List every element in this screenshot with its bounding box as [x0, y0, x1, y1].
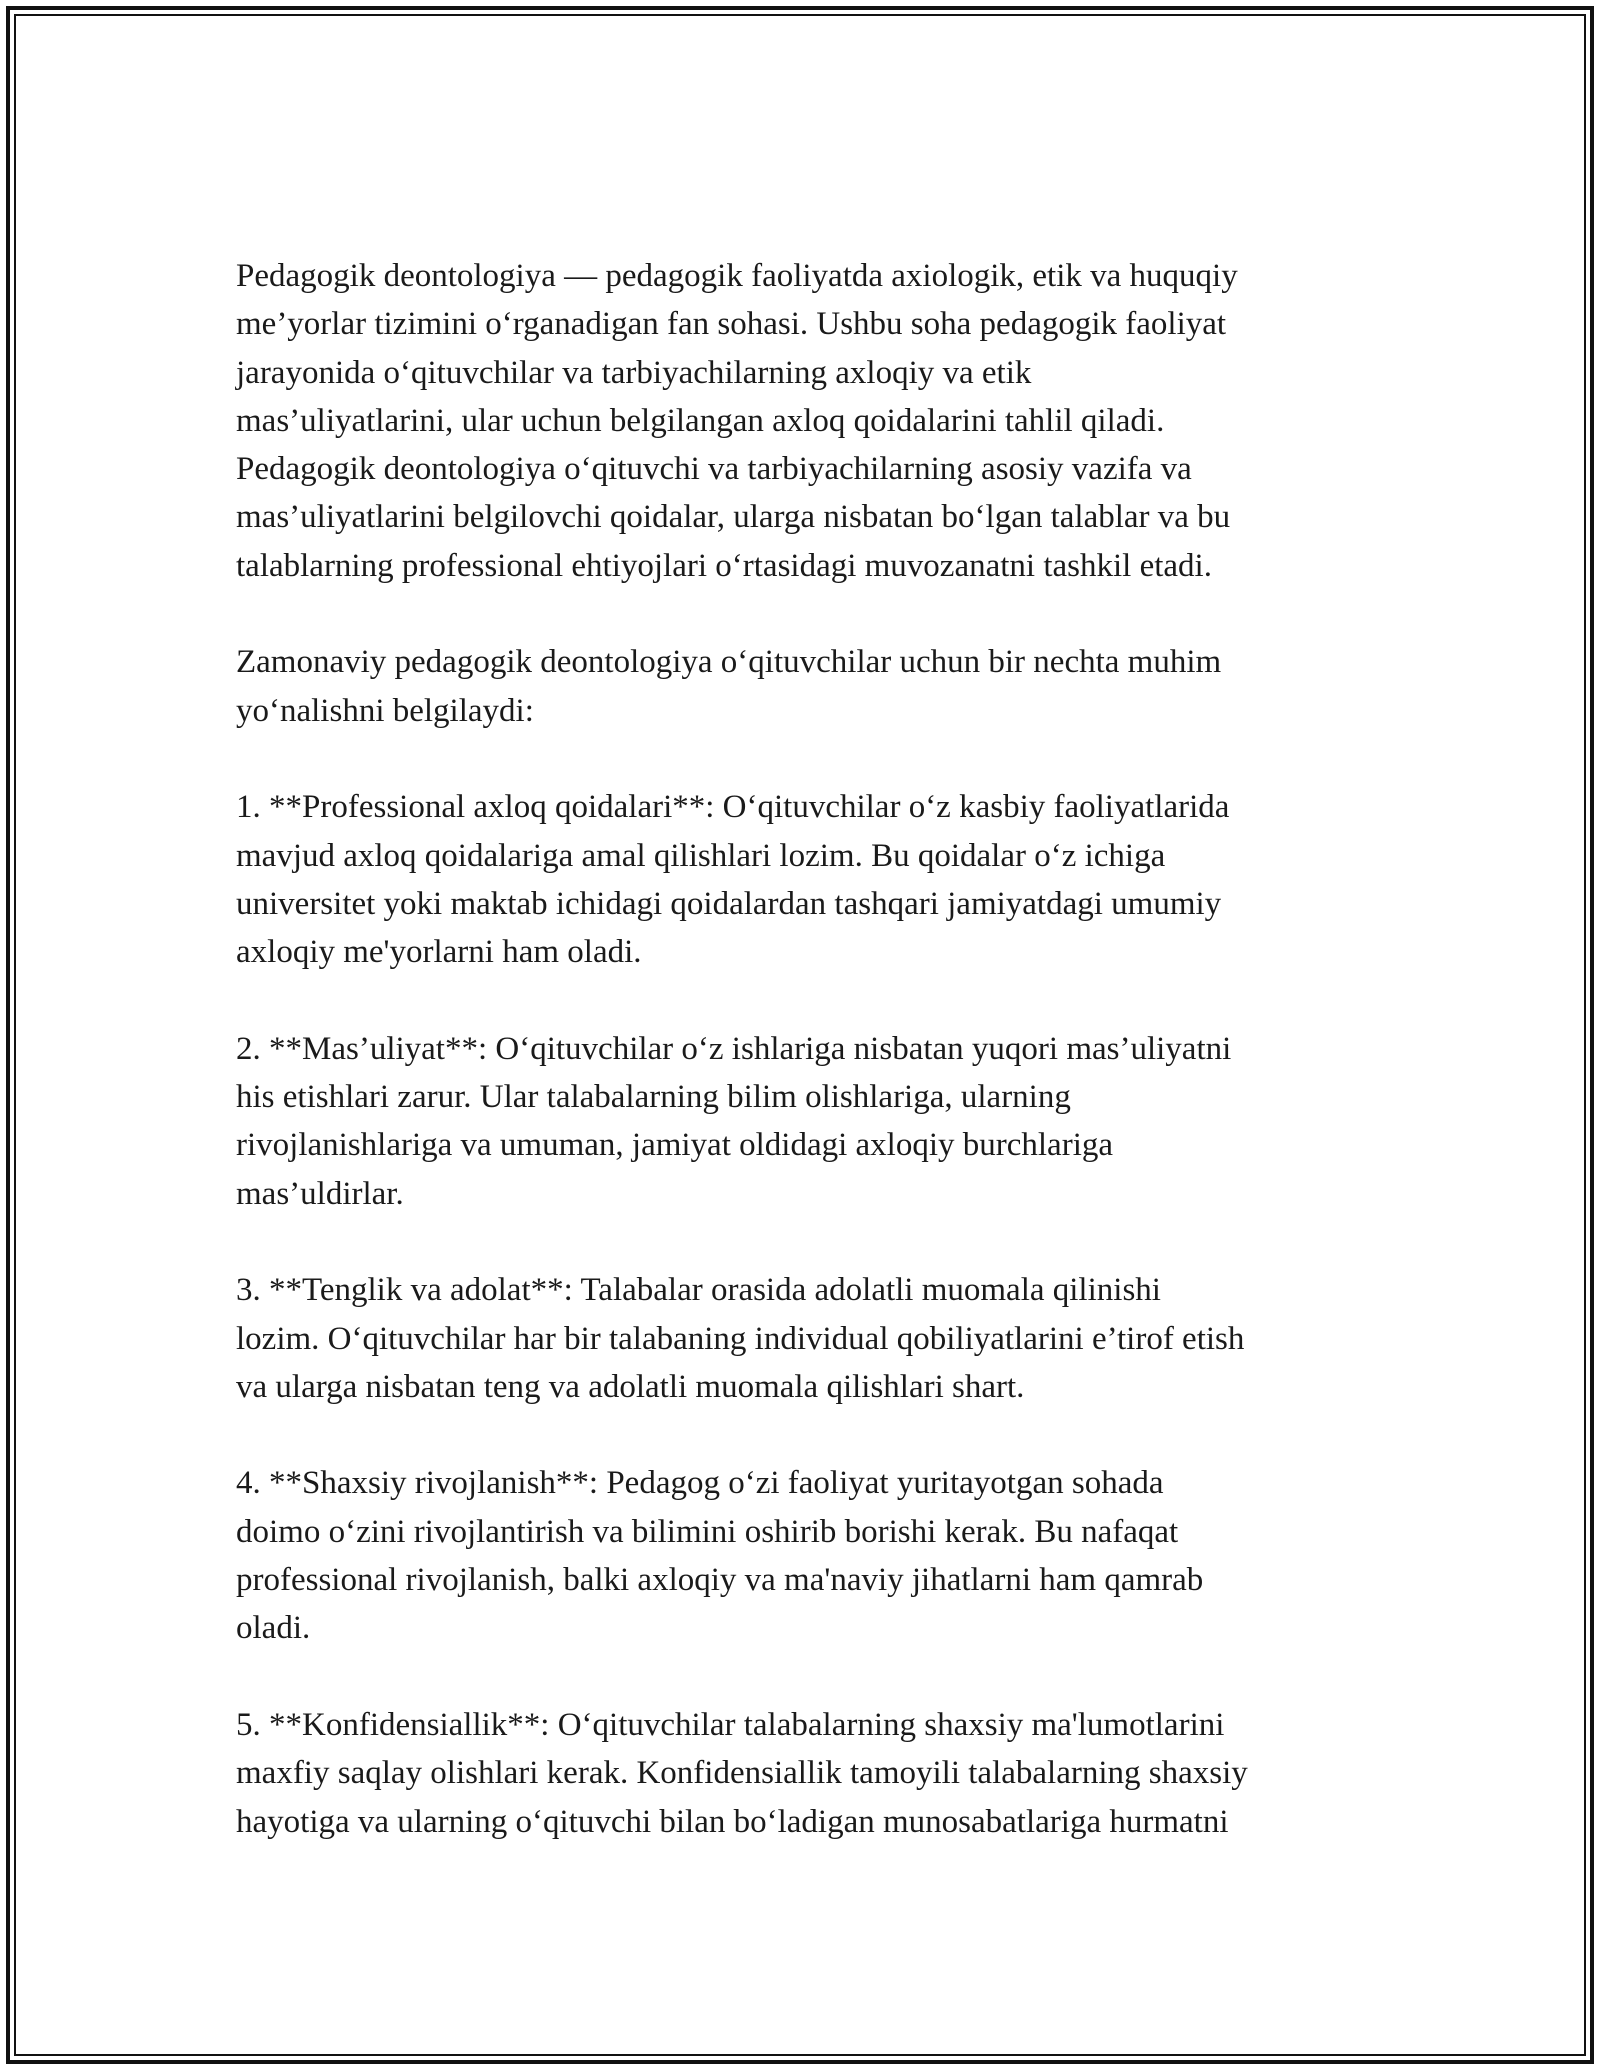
list-item-professional-ethics: 1. **Professional axloq qoidalari**: O‘qituvchilar o‘z kasbiy faoliyatlarida mavjud axloq qoidalariga amal qilishlari lozim. Bu qoidalar o‘z ichiga universitet yoki maktab ichidagi qoidalardan tashqari jamiyatdagi umumiy axloqiy me'yorlarni ham oladi. [236, 789, 1230, 971]
document-body [236, 252, 1366, 1846]
paragraph-directions-intro: Zamonaviy pedagogik deontologiya o‘qituvchilar uchun bir nechta muhim yo‘nalishni belgilaydi: [236, 644, 1222, 729]
list-item-equality-justice: 3. **Tenglik va adolat**: Talabalar orasida adolatli muomala qilinishi lozim. O‘qituvchilar har bir talabaning individual qobiliyatlarini e’tirof etish va ularga nisbatan teng va adolatli muomala qilishlari shart. [236, 1272, 1245, 1405]
list-item-confidentiality: 5. **Konfidensiallik**: O‘qituvchilar talabalarning shaxsiy ma'lumotlarini maxfiy saqlay olishlari kerak. Konfidensiallik tamoyili talabalarning shaxsiy hayotiga va ularning o‘qituvchi bilan bo‘ladigan munosabatlariga hurmatni [236, 1706, 1248, 1840]
paragraph-intro: Pedagogik deontologiya — pedagogik faoliyatda axiologik, etik va huquqiy me’yorlar tizimini o‘rganadigan fan sohasi. Ushbu soha pedagogik faoliyat jarayonida o‘qituvchilar va tarbiyachilarning axloqiy va etik mas’uliyatlarini, ular uchun belgilangan axloq qoidalarini tahlil qiladi. Pedagogik deontologiya o‘qituvchi va tarbiyachilarning asosiy vazifa va mas’uliyatlarini belgilovchi qoidalar, ularga nisbatan bo‘lgan talablar va bu talablarning professional ehtiyojlari o‘rtasidagi muvozanatni tashkil etadi. [236, 258, 1238, 584]
list-item-responsibility: 2. **Mas’uliyat**: O‘qituvchilar o‘z ishlariga nisbatan yuqori mas’uliyatni his etishlari zarur. Ular talabalarning bilim olishlariga, ularning rivojlanishlariga va umuman, jamiyat oldidagi axloqiy burchlariga mas’uldirlar. [236, 1030, 1232, 1212]
list-item-personal-development: 4. **Shaxsiy rivojlanish**: Pedagog o‘zi faoliyat yuritayotgan sohada doimo o‘zini rivojlantirish va bilimini oshirib borishi kerak. Bu nafaqat professional rivojlanish, balki axloqiy va ma'naviy jihatlarni ham qamrab oladi. [236, 1465, 1204, 1647]
